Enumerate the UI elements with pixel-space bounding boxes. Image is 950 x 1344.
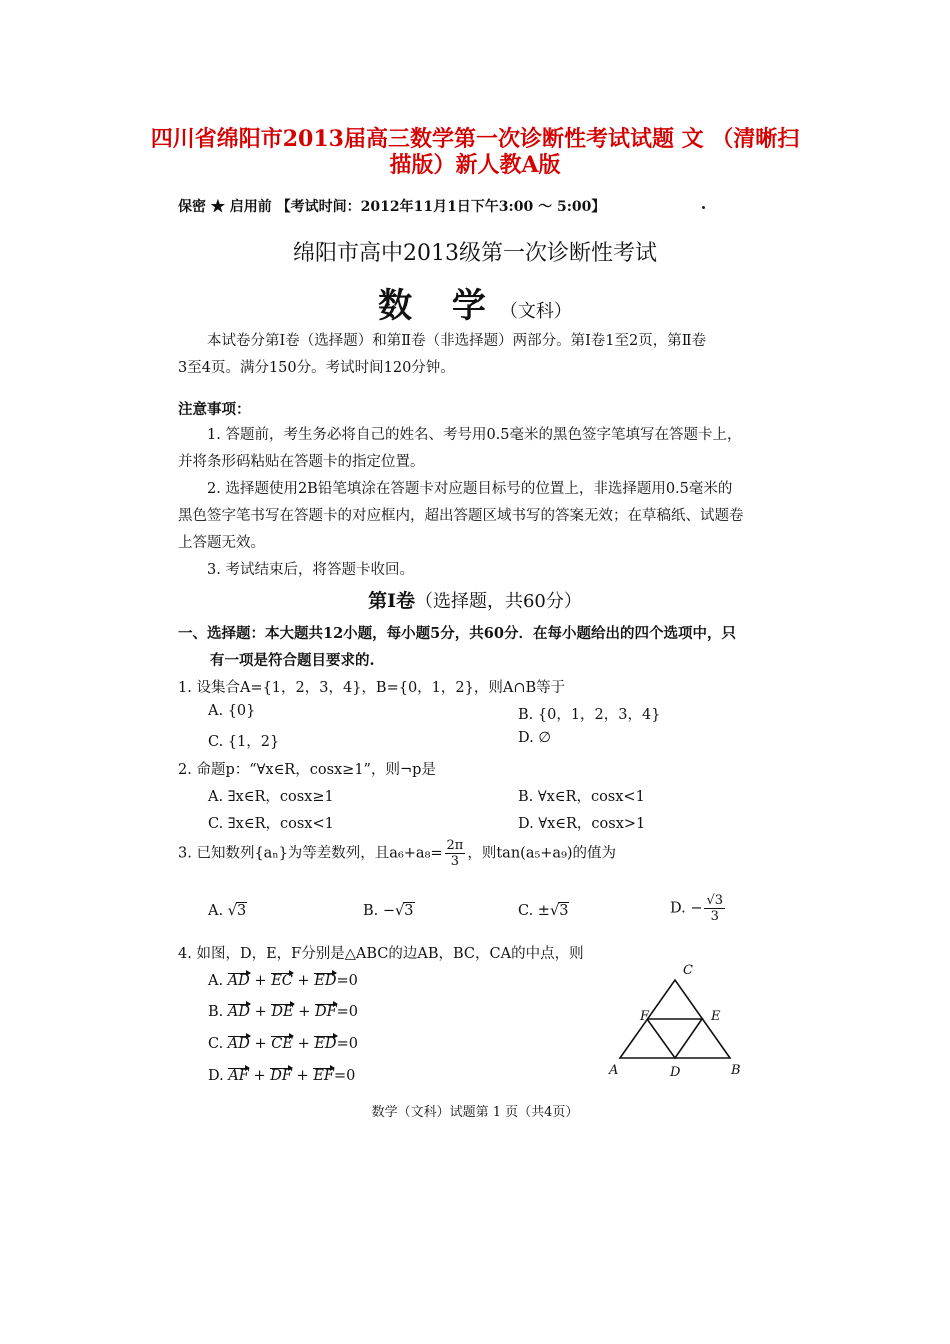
q2-stem: 2. 命题p：“∀x∈R，cosx≥1”，则¬p是	[178, 762, 436, 778]
section-1-line-2: 有一项是符合题目要求的.	[210, 652, 375, 669]
label-a: A	[609, 1063, 619, 1078]
exam-name: 绵阳市高中2013级第一次诊断性考试	[293, 241, 657, 266]
q1-option-c: C. {1，2}	[208, 734, 280, 750]
intro-line-1: 本试卷分第Ⅰ卷（选择题）和第Ⅱ卷（非选择题）两部分。第Ⅰ卷1至2页，第Ⅱ卷	[207, 333, 707, 349]
note-2-line-3: 上答题无效。	[178, 535, 265, 551]
q3-stem-pre: 3. 已知数列{aₙ}为等差数列，且a₆+a₈=	[178, 845, 443, 862]
note-3: 3. 考试结束后，将答题卡收回。	[207, 562, 414, 578]
q4-option-a-end: =0	[336, 973, 358, 989]
q4-option-b-end: =0	[336, 1004, 359, 1020]
q3-option-d-label: D. −	[670, 900, 703, 917]
section-1-line-1: 一、选择题：本大题共12小题，每小题5分，共60分．在每小题给出的四个选项中，只	[178, 625, 736, 642]
q4-option-b-vector-2: DE	[271, 1004, 294, 1020]
q3-option-c: C. ±√3	[518, 903, 569, 919]
q3-stem-post: ，则tan(a₅+a₉)的值为	[467, 845, 617, 862]
plus-sign: +	[296, 1068, 309, 1084]
q4-option-a-vector-3: ED	[314, 973, 337, 989]
q4-option-b-label: B.	[208, 1004, 224, 1020]
q3-option-c-label: C. ±	[518, 903, 550, 919]
label-e: E	[711, 1009, 721, 1024]
q4-option-d	[208, 1068, 355, 1084]
part-1-title-bold: 第Ⅰ卷	[368, 590, 415, 612]
q4-option-c-label: C.	[208, 1036, 224, 1052]
q3-option-d-fraction	[704, 893, 725, 924]
q3-option-b: B. −√3	[363, 903, 414, 919]
q4-option-c	[208, 1036, 358, 1052]
q4-option-a	[208, 973, 358, 989]
q4-option-b-vector-3: DF	[314, 1004, 337, 1020]
scan-speck	[702, 206, 705, 209]
label-f: F	[640, 1009, 650, 1024]
q3-option-a-value: 3	[236, 903, 247, 919]
q3-fraction-den: 3	[450, 854, 460, 869]
notes-heading: 注意事项：	[178, 401, 251, 418]
q1-option-d: D. ∅	[518, 730, 551, 746]
intro-line-2: 3至4页。满分150分。考试时间120分钟。	[178, 360, 455, 376]
q3-option-d-den: 3	[710, 909, 719, 924]
q3-option-d	[670, 893, 727, 924]
q4-option-b	[208, 1004, 358, 1020]
note-1-line-1: 1. 答题前，考生务必将自己的姓名、考号用0.5毫米的黑色签字笔填写在答题卡上，	[207, 427, 742, 443]
plus-sign: +	[254, 1036, 267, 1052]
q4-option-d-vector-2: DF	[270, 1068, 292, 1084]
q4-option-d-end: =0	[333, 1068, 356, 1084]
q4-option-c-vector-3: ED	[314, 1036, 337, 1052]
label-d: D	[670, 1065, 681, 1080]
q3-option-b-label: B. −	[363, 903, 396, 919]
document-title-line-2: 描版）新人教A版	[389, 152, 561, 178]
q4-option-d-vector-3: EF	[313, 1068, 334, 1084]
subject-sub: （文科）	[499, 301, 572, 322]
plus-sign: +	[297, 973, 310, 989]
q4-option-c-end: =0	[336, 1036, 358, 1052]
q2-option-c: C. ∃x∈R，cosx<1	[208, 816, 334, 832]
plus-sign: +	[253, 1068, 266, 1084]
note-2-line-2: 黑色签字笔书写在答题卡的对应框内，超出答题区域书写的答案无效；在草稿纸、试题卷	[178, 508, 744, 524]
part-1-title-rest: （选择题，共60分）	[414, 591, 582, 612]
q3-fraction-num: 2π	[446, 838, 464, 853]
plus-sign: +	[254, 1004, 267, 1020]
note-1-line-2: 并将条形码粘贴在答题卡的指定位置。	[178, 454, 425, 470]
q4-option-d-vector-1: AF	[228, 1068, 249, 1084]
subject-heading	[0, 278, 950, 327]
plus-sign: +	[297, 1036, 310, 1052]
triangle-figure	[600, 958, 750, 1083]
q4-option-d-label: D.	[208, 1068, 224, 1084]
q1-stem: 1. 设集合A={1，2，3，4}，B={0，1，2}，则A∩B等于	[178, 680, 566, 696]
q4-option-c-vector-2: CE	[271, 1036, 293, 1052]
q3-option-a-label: A.	[208, 903, 224, 919]
label-b: B	[731, 1063, 741, 1078]
q4-option-a-vector-1: AD	[227, 973, 250, 989]
q1-option-a: A. {0}	[208, 703, 256, 719]
q3-fraction	[445, 838, 466, 869]
document-title-line-1: 四川省绵阳市2013届高三数学第一次诊断性考试试题 文 （清晰扫	[150, 126, 800, 152]
part-1-title	[0, 586, 950, 613]
q4-option-a-vector-2: EC	[271, 973, 293, 989]
q3-stem	[178, 838, 616, 869]
q2-option-d: D. ∀x∈R，cosx>1	[518, 816, 646, 832]
label-c: C	[683, 963, 693, 978]
q2-option-a: A. ∃x∈R，cosx≥1	[208, 789, 334, 805]
q3-option-c-value: 3	[559, 903, 569, 919]
midpoint-triangle-def	[647, 1019, 702, 1058]
page-footer: 数学（文科）试题第 1 页（共4页）	[371, 1105, 579, 1120]
q3-option-b-value: 3	[404, 903, 414, 919]
q2-option-b: B. ∀x∈R，cosx<1	[518, 789, 645, 805]
subject-main: 数 学	[378, 286, 500, 326]
q4-option-b-vector-1: AD	[227, 1004, 250, 1020]
q4-option-a-label: A.	[208, 973, 224, 989]
plus-sign: +	[298, 1004, 311, 1020]
q4-stem: 4. 如图，D，E，F分别是△ABC的边AB，BC，CA的中点，则	[178, 946, 584, 962]
q4-option-c-vector-1: AD	[227, 1036, 250, 1052]
q1-option-b: B. {0，1，2，3，4}	[518, 707, 661, 723]
plus-sign: +	[254, 973, 267, 989]
q3-option-d-num: √3	[706, 893, 724, 908]
exam-meta: 保密 ★ 启用前 【考试时间：2012年11月1日下午3:00 ～ 5:00】	[178, 199, 606, 215]
q3-option-a: A. √3	[208, 903, 247, 919]
note-2-line-1: 2. 选择题使用2B铅笔填涂在答题卡对应题目标号的位置上，非选择题用0.5毫米的	[207, 481, 733, 497]
